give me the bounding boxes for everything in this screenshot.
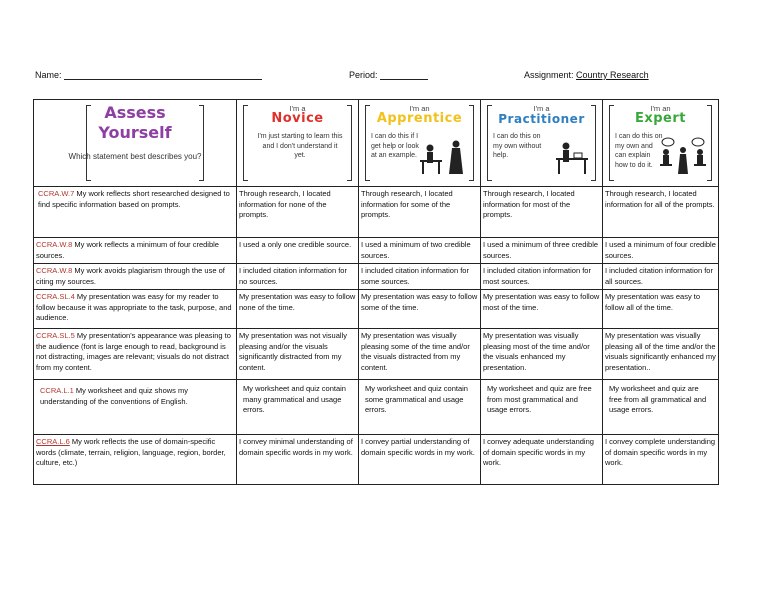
level-title: Expert <box>634 111 686 126</box>
rubric-row <box>34 435 719 485</box>
name-blank[interactable] <box>64 70 262 80</box>
level-cell-novice: My worksheet and quiz contain many grammatical and usage errors. <box>237 380 359 435</box>
level-prefix: I'm a <box>289 104 306 113</box>
criterion-text: My work avoids plagiarism through the use of citing my sources. <box>36 266 225 286</box>
rubric-header-row <box>34 100 719 187</box>
rubric-row <box>34 329 719 380</box>
level-title: Apprentice <box>376 111 463 126</box>
period-label: Period: <box>349 70 378 80</box>
level-cell-apprentice: I included citation information for some sources. <box>359 264 481 290</box>
assess-title-line2: Yourself <box>98 123 172 142</box>
level-cell-practitioner: My worksheet and quiz are free from most grammatical and usage errors. <box>481 380 603 435</box>
level-desc: I can do this on my own without help. <box>493 133 542 159</box>
standard-code: CCRA.W.7 <box>38 189 75 198</box>
level-desc: I can do this on my own and can explain how to do it. <box>615 133 663 169</box>
level-cell-practitioner: My presentation was easy to follow most of the time. <box>481 290 603 329</box>
assignment-label: Assignment: <box>524 70 574 80</box>
period-field-row <box>349 70 428 80</box>
criterion-text: My work reflects a minimum of four credible sources. <box>36 240 219 260</box>
criterion-text: My work reflects the use of domain-specific words (climate, terrain, religion, language, region, border, culture, etc.) <box>36 437 226 467</box>
rubric-row <box>34 187 719 238</box>
criterion-text: My presentation was easy for my reader to follow because it was appropriate to the task, purpose, and audience. <box>36 292 232 322</box>
level-cell-novice: Through research, I located information for none of the prompts. <box>237 187 359 238</box>
assess-title-line1: Assess <box>104 103 166 122</box>
level-desc: I can do this if I get help or look at an example. <box>371 133 419 159</box>
level-cell-expert: I included citation information for all sources. <box>603 264 719 290</box>
standard-code: CCRA.SL.4 <box>36 292 75 301</box>
standard-code: CCRA.L.1 <box>40 386 74 395</box>
level-prefix: I'm an <box>650 104 671 113</box>
level-cell-novice: My presentation was not visually pleasing and/or the visuals significantly distracted from my content. <box>237 329 359 380</box>
student-desk-icon <box>552 138 592 176</box>
criterion-cell <box>34 290 237 329</box>
level-prefix: I'm a <box>533 104 550 113</box>
level-cell-apprentice: Through research, I located information for some of the prompts. <box>359 187 481 238</box>
standard-code: CCRA.W.8 <box>36 266 73 275</box>
criterion-text: My presentation's appearance was pleasing to the audience (font is large enough to read, background is not distracting, images are relevant; visuals do not distract from my content. <box>36 331 231 372</box>
criterion-cell <box>34 380 237 435</box>
explaining-group-icon <box>658 136 708 176</box>
level-cell-practitioner: I convey adequate understanding of domain specific words in my work. <box>481 435 603 485</box>
level-cell-novice: I used a only one credible source. <box>237 238 359 264</box>
level-card-apprentice <box>359 100 481 187</box>
level-cell-expert: My worksheet and quiz are free from all grammatical and usage errors. <box>603 380 719 435</box>
criterion-text: My worksheet and quiz shows my understanding of the conventions of English. <box>40 386 188 406</box>
level-cell-novice: I convey minimal understanding of domain specific words in my work. <box>237 435 359 485</box>
assess-subtitle: Which statement best describes you? <box>68 152 202 161</box>
rubric-row <box>34 380 719 435</box>
level-cell-apprentice: My presentation was visually pleasing some of the time and/or the visuals distracted from my content. <box>359 329 481 380</box>
level-cell-apprentice: My worksheet and quiz contain some grammatical and usage errors. <box>359 380 481 435</box>
level-cell-practitioner: My presentation was visually pleasing most of the time and/or the visuals enhanced my presentation. <box>481 329 603 380</box>
level-cell-expert: I used a minimum of four credible sources. <box>603 238 719 264</box>
rubric-row <box>34 264 719 290</box>
level-cell-practitioner: Through research, I located information for most of the prompts. <box>481 187 603 238</box>
assignment-value: Country Research <box>576 70 649 80</box>
level-card-practitioner <box>481 100 603 187</box>
level-card-expert <box>603 100 719 187</box>
level-cell-apprentice: My presentation was easy to follow some of the time. <box>359 290 481 329</box>
level-cell-novice: My presentation was easy to follow none of the time. <box>237 290 359 329</box>
level-cell-practitioner: I used a minimum of three credible sources. <box>481 238 603 264</box>
level-prefix: I'm an <box>409 104 430 113</box>
level-cell-expert: I convey complete understanding of domain specific words in my work. <box>603 435 719 485</box>
name-label: Name: <box>35 70 62 80</box>
level-cell-expert: My presentation was visually pleasing all of the time and/or the visuals significantly enhanced my presentation.. <box>603 329 719 380</box>
criterion-cell <box>34 238 237 264</box>
teacher-student-icon <box>418 138 470 176</box>
level-title: Practitioner <box>498 112 585 126</box>
rubric-row <box>34 238 719 264</box>
rubric-row <box>34 290 719 329</box>
level-cell-apprentice: I used a minimum of two credible sources. <box>359 238 481 264</box>
level-cell-expert: My presentation was easy to follow all of the time. <box>603 290 719 329</box>
name-field-row <box>35 70 262 80</box>
assignment-row <box>524 70 649 80</box>
level-cell-expert: Through research, I located information for all of the prompts. <box>603 187 719 238</box>
level-title: Novice <box>271 111 324 126</box>
level-card-novice <box>237 100 359 187</box>
criterion-cell <box>34 187 237 238</box>
assess-yourself-card <box>34 100 237 187</box>
level-cell-practitioner: I included citation information for most sources. <box>481 264 603 290</box>
period-blank[interactable] <box>380 70 428 80</box>
level-cell-novice: I included citation information for no sources. <box>237 264 359 290</box>
standard-code: CCRA.SL.5 <box>36 331 75 340</box>
criterion-cell <box>34 264 237 290</box>
standard-code: CCRA.L.6 <box>36 437 70 446</box>
standard-code: CCRA.W.8 <box>36 240 73 249</box>
level-cell-apprentice: I convey partial understanding of domain specific words in my work. <box>359 435 481 485</box>
rubric-table <box>33 99 719 485</box>
level-desc: I'm just starting to learn this and I don't understand it yet. <box>257 133 343 159</box>
criterion-cell <box>34 435 237 485</box>
criterion-cell <box>34 329 237 380</box>
criterion-text: My work reflects short researched designed to find specific information based on prompts. <box>38 189 230 209</box>
